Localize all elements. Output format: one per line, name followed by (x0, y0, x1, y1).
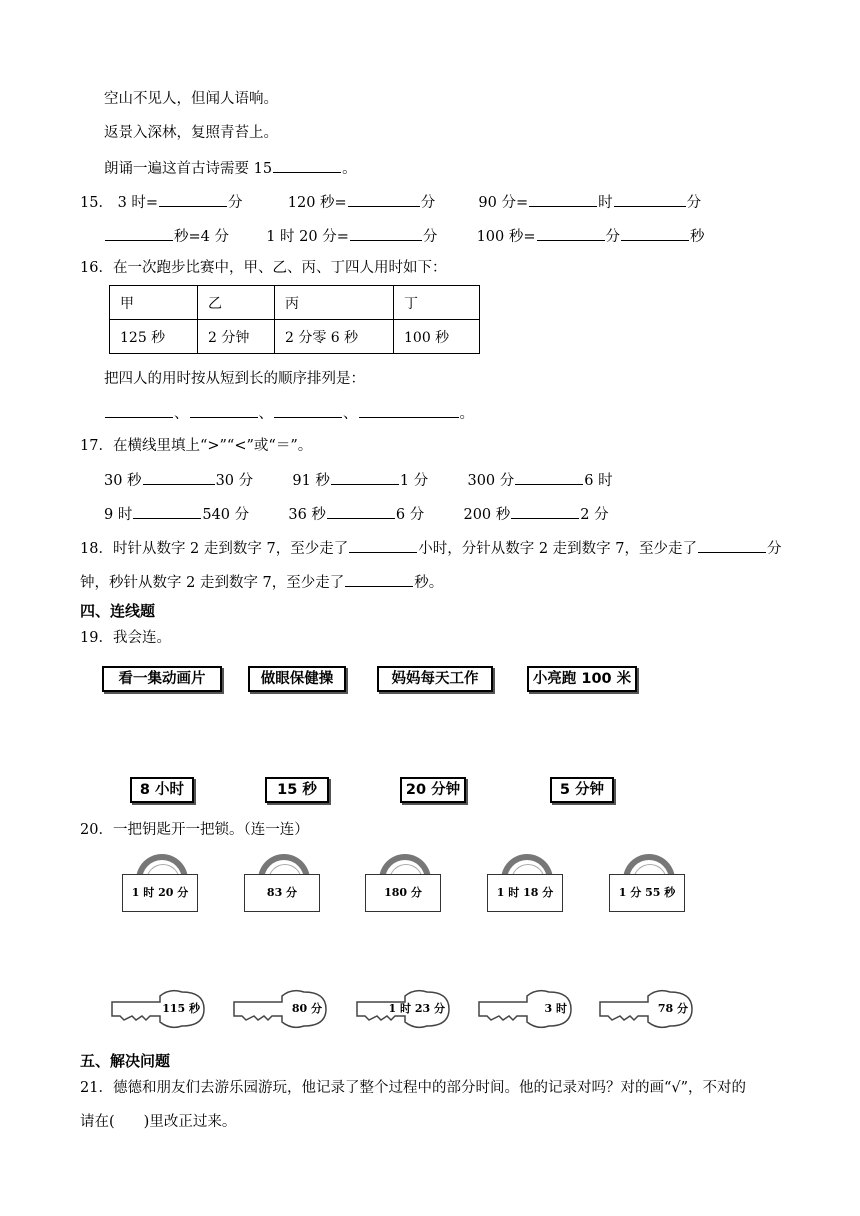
q18-text: 钟，秒针从数字 2 走到数字 7，至少走了 (80, 575, 345, 591)
answer-blank[interactable] (529, 192, 597, 207)
key-label: 3 时 (544, 1002, 567, 1015)
key-label: 80 分 (291, 1002, 322, 1015)
compare-right: 1 分 (399, 473, 429, 489)
key-item[interactable] (477, 988, 573, 1030)
key-item[interactable] (598, 988, 694, 1030)
unit-label: 分 (422, 229, 438, 245)
lock-item[interactable] (487, 854, 563, 914)
poem-line-2: 返景入深林，复照青苔上。 (104, 125, 278, 141)
answer-blank[interactable] (105, 403, 173, 418)
answer-blank[interactable] (614, 192, 686, 207)
table-cell: 125 秒 (110, 320, 198, 354)
separator: 、 (343, 406, 358, 422)
compare-right: 540 分 (202, 507, 250, 523)
answer-blank[interactable] (349, 538, 417, 553)
compare-left: 91 秒 (292, 473, 330, 489)
answer-blank[interactable] (133, 504, 201, 519)
match-top-item[interactable]: 做眼保健操 (248, 666, 346, 692)
separator: 、 (174, 406, 189, 422)
answer-blank[interactable] (143, 470, 215, 485)
answer-blank[interactable] (350, 226, 422, 241)
key-label: 1 时 23 分 (388, 1002, 445, 1015)
answer-blank[interactable] (274, 403, 342, 418)
match-top-item[interactable]: 小亮跑 100 米 (527, 666, 637, 692)
compare-left: 36 秒 (288, 507, 326, 523)
table-row (110, 320, 480, 354)
key-item[interactable] (232, 988, 328, 1030)
compare-right: 2 分 (580, 507, 609, 523)
q18-text: 分 (767, 541, 782, 557)
unit-label: 秒 (690, 229, 705, 245)
match-bottom-item[interactable]: 20 分钟 (400, 777, 466, 803)
lock-label: 1 分 55 秒 (609, 874, 685, 912)
q15-item-1: 3 时= (117, 195, 159, 211)
answer-blank[interactable] (327, 504, 395, 519)
q18-text: 小时，分针从数字 2 走到数字 7，至少走了 (418, 541, 698, 557)
q18-text: 18．时针从数字 2 走到数字 7，至少走了 (80, 541, 349, 557)
question-19-text: 19．我会连。 (80, 630, 171, 646)
answer-blank[interactable] (345, 572, 413, 587)
answer-blank[interactable] (273, 158, 341, 173)
key-item[interactable] (355, 988, 451, 1030)
poem-question-end: 。 (342, 161, 357, 177)
match-top-item[interactable]: 看一集动画片 (102, 666, 222, 692)
question-16-text: 16．在一次跑步比赛中，甲、乙、丙、丁四人用时如下： (80, 260, 447, 276)
answer-blank[interactable] (698, 538, 766, 553)
compare-right: 30 分 (215, 473, 254, 489)
key-label: 115 秒 (162, 1002, 200, 1015)
question-17-row-2 (104, 504, 609, 525)
table-cell: 2 分钟 (198, 320, 275, 354)
match-bottom-item[interactable]: 5 分钟 (550, 777, 614, 803)
q15-item-4: 秒=4 分 (174, 229, 229, 245)
answer-blank[interactable] (348, 192, 420, 207)
section-4-heading: 四、连线题 (80, 602, 156, 620)
compare-right: 6 时 (584, 473, 613, 489)
question-number: 15． (80, 195, 113, 211)
lock-label: 180 分 (365, 874, 441, 912)
lock-item[interactable] (609, 854, 685, 914)
table-cell: 2 分零 6 秒 (275, 320, 394, 354)
question-20-text: 20．一把钥匙开一把锁。（连一连） (80, 822, 309, 838)
answer-blank[interactable] (190, 403, 258, 418)
separator: 。 (459, 406, 474, 422)
compare-left: 300 分 (467, 473, 515, 489)
question-15-row-1 (80, 192, 701, 213)
separator: 、 (258, 406, 273, 422)
compare-right: 6 分 (395, 507, 425, 523)
answer-blank[interactable] (537, 226, 605, 241)
lock-label: 1 时 18 分 (487, 874, 563, 912)
unit-label: 分 (686, 195, 702, 211)
match-top-item[interactable]: 妈妈每天工作 (377, 666, 493, 692)
q15-item-5: 1 时 20 分= (266, 229, 349, 245)
answer-blank[interactable] (105, 226, 173, 241)
q15-item-6: 100 秒= (476, 229, 536, 245)
unit-label: 分 (420, 195, 436, 211)
race-time-table (109, 285, 480, 354)
unit-label: 分 (228, 195, 243, 211)
q15-item-2: 120 秒= (287, 195, 347, 211)
compare-left: 9 时 (104, 507, 133, 523)
q15-item-3: 90 分= (478, 195, 529, 211)
answer-blank[interactable] (515, 470, 583, 485)
key-item[interactable] (110, 988, 206, 1030)
table-header-cell: 甲 (110, 286, 198, 320)
answer-blank[interactable] (331, 470, 399, 485)
answer-blank[interactable] (621, 226, 689, 241)
question-21-line-1: 21．德德和朋友们去游乐园游玩，他记录了整个过程中的部分时间。他的记录对吗？对的画“√”，不对的 (80, 1080, 747, 1096)
section-5-heading: 五、解决问题 (80, 1052, 171, 1070)
table-cell: 100 秒 (394, 320, 480, 354)
question-18-line-2 (80, 572, 443, 593)
table-header-cell: 乙 (198, 286, 275, 320)
lock-item[interactable] (244, 854, 320, 914)
question-17-text: 17．在横线里填上“>”“<”或“＝”。 (80, 438, 313, 454)
question-17-row-1 (104, 470, 613, 491)
lock-label: 83 分 (244, 874, 320, 912)
compare-left: 30 秒 (104, 473, 142, 489)
poem-question-text: 朗诵一遍这首古诗需要 15 (104, 161, 273, 177)
q18-text: 秒。 (414, 575, 444, 591)
poem-question (104, 158, 357, 179)
question-15-row-2 (104, 226, 705, 247)
question-16-answer-row (104, 403, 474, 424)
key-label: 78 分 (657, 1002, 688, 1015)
unit-label: 时 (598, 195, 613, 211)
lock-label: 1 时 20 分 (122, 874, 198, 912)
compare-left: 200 秒 (463, 507, 511, 523)
lock-item[interactable] (122, 854, 198, 914)
answer-blank[interactable] (359, 403, 459, 418)
match-bottom-item[interactable]: 15 秒 (265, 777, 329, 803)
match-bottom-item[interactable]: 8 小时 (130, 777, 194, 803)
question-21-line-2: 请在( )里改正过来。 (80, 1114, 237, 1130)
table-header-cell: 丙 (275, 286, 394, 320)
poem-line-1: 空山不见人，但闻人语响。 (104, 91, 278, 107)
answer-blank[interactable] (159, 192, 227, 207)
table-header-cell: 丁 (394, 286, 480, 320)
lock-item[interactable] (365, 854, 441, 914)
unit-label: 分 (605, 229, 621, 245)
question-16-instruction: 把四人的用时按从短到长的顺序排列是： (104, 371, 365, 387)
table-header-row (110, 286, 480, 320)
answer-blank[interactable] (511, 504, 579, 519)
question-18-line-1 (80, 538, 782, 559)
